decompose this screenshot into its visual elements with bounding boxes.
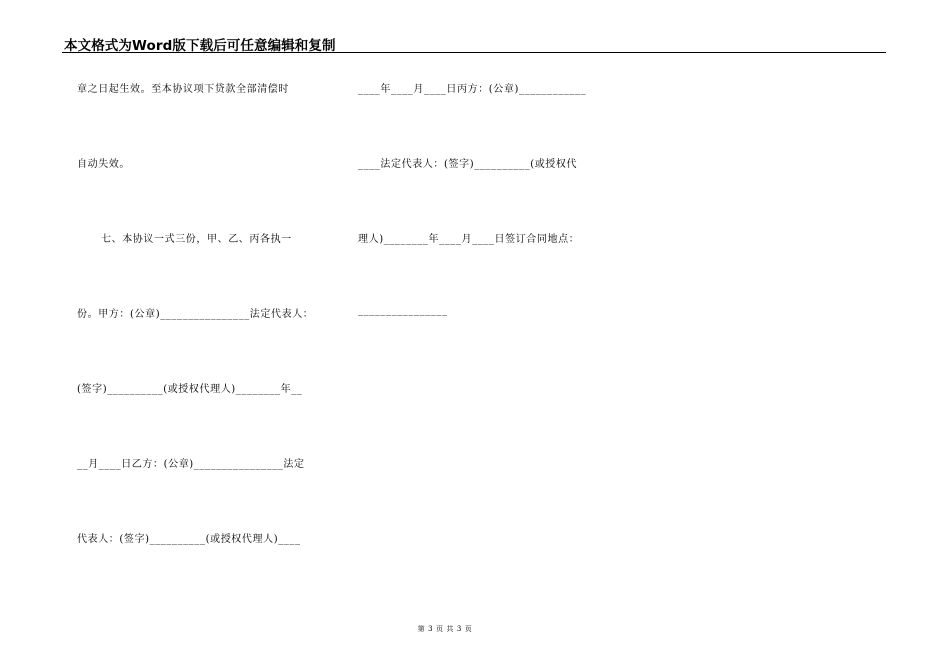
document-header-title: 本文格式为Word版下载后可任意编辑和复制	[64, 38, 336, 54]
right-line-3: 理人)________年____月____日签订合同地点：	[358, 234, 580, 245]
left-line-5: (签字)__________(或授权代理人)________年__	[77, 384, 303, 395]
right-line-1: ____年____月____日丙方：(公章)____________	[358, 84, 587, 95]
left-line-2: 自动失效。	[77, 159, 130, 170]
right-line-2: ____法定代表人：(签字)__________(或授权代	[358, 159, 578, 170]
left-line-3: 七、本协议一式三份，甲、乙、丙各执一	[101, 234, 292, 245]
left-line-4: 份。甲方：(公章)________________法定代表人：	[77, 309, 314, 320]
left-line-6: __月____日乙方：(公章)________________法定	[77, 459, 305, 470]
right-line-4: ________________	[358, 305, 448, 316]
left-line-7: 代表人：(签字)__________(或授权代理人)____	[77, 534, 301, 545]
header-divider	[62, 52, 886, 53]
left-line-1: 章之日起生效。至本协议项下贷款全部清偿时	[77, 84, 289, 95]
page-number-footer: 第 3 页 共 3 页	[417, 625, 473, 633]
